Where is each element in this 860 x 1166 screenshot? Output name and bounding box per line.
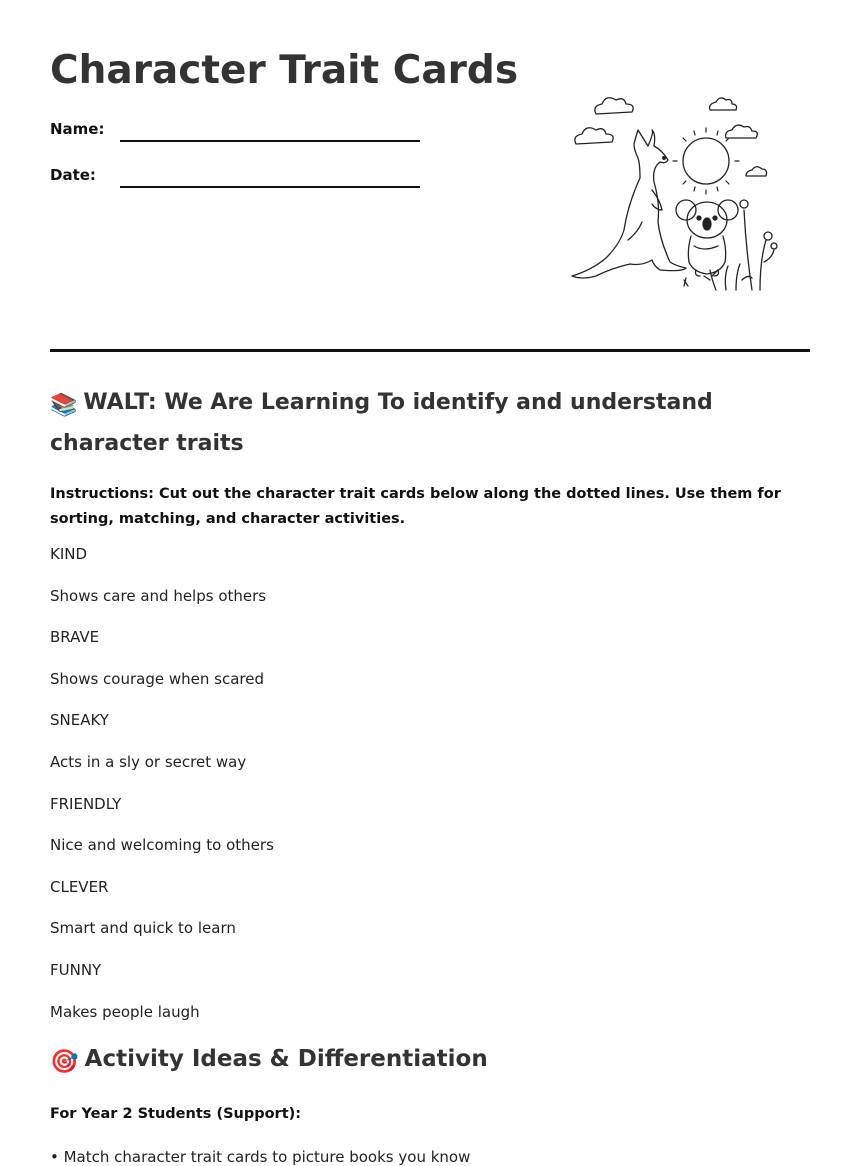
walt-text: WALT: We Are Learning To identify and understand character traits	[50, 390, 713, 456]
list-item: • Match character trait cards to picture books you know	[50, 1148, 471, 1166]
card-trait: CLEVER	[50, 878, 109, 896]
kangaroo-icon	[572, 130, 686, 278]
support-heading: For Year 2 Students (Support):	[50, 1106, 302, 1122]
card-trait: BRAVE	[50, 628, 100, 646]
name-field	[50, 114, 430, 144]
card-trait: FUNNY	[50, 961, 102, 979]
cloud-icon	[710, 98, 737, 110]
card-trait: SNEAKY	[50, 711, 109, 729]
card-meaning: Shows courage when scared	[50, 670, 264, 688]
section-divider	[50, 349, 810, 352]
cloud-icon	[575, 128, 613, 144]
cloud-icon	[726, 125, 758, 138]
card-meaning: Smart and quick to learn	[50, 919, 236, 937]
page-title: Character Trait Cards	[50, 48, 519, 93]
card-trait: KIND	[50, 545, 88, 563]
card-meaning: Shows care and helps others	[50, 587, 267, 605]
activity-heading	[50, 1046, 488, 1075]
target-icon: 🎯	[50, 1049, 79, 1075]
card-trait: FRIENDLY	[50, 795, 122, 813]
instructions: Instructions: Cut out the character trait cards below along the dotted lines. Use them for sorting, matching, and character activities.	[50, 486, 781, 527]
date-line[interactable]	[120, 186, 420, 188]
card-meaning: Nice and welcoming to others	[50, 836, 274, 854]
kangaroo-koala-sun-icon	[566, 90, 786, 295]
koala-icon	[676, 200, 738, 276]
date-field	[50, 160, 430, 190]
date-label: Date:	[50, 166, 96, 184]
cloud-icon	[746, 167, 767, 176]
name-line[interactable]	[120, 140, 420, 142]
card-meaning: Makes people laugh	[50, 1003, 200, 1021]
books-icon: 📚	[50, 393, 78, 418]
card-meaning: Acts in a sly or secret way	[50, 753, 247, 771]
sun-icon	[683, 138, 729, 184]
name-label: Name:	[50, 120, 105, 138]
cloud-icon	[595, 98, 633, 114]
activity-heading-text: Activity Ideas & Differentiation	[84, 1046, 488, 1072]
walt-heading	[50, 384, 810, 463]
plants-icon	[684, 200, 777, 290]
